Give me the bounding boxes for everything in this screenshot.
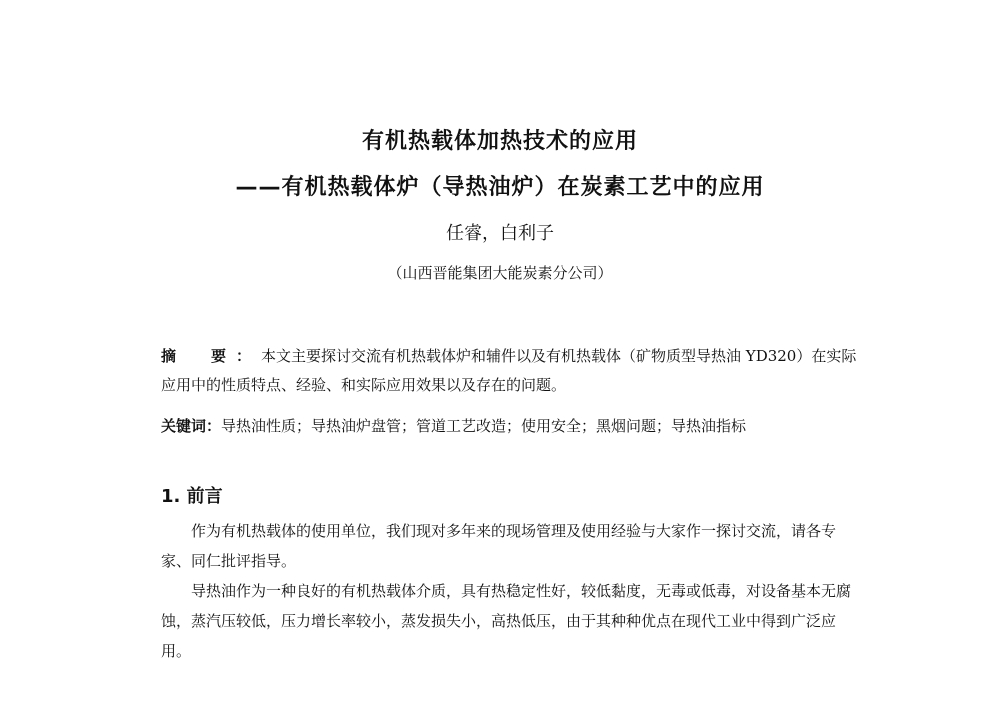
paper-authors: 任睿，白利子 [446, 223, 554, 244]
section-body-introduction [161, 516, 861, 666]
paper-subtitle: ——有机热载体炉（导热油炉）在炭素工艺中的应用 [235, 175, 765, 200]
section-heading-introduction: 1. 前言 [161, 486, 223, 507]
paper-affiliation: （山西晋能集团大能炭素分公司） [387, 264, 613, 282]
abstract-label: 摘 要： [161, 347, 262, 365]
abstract-text: 本文主要探讨交流有机热载体炉和辅件以及有机热载体（矿物质型导热油 YD320）在实际应用中的性质特点、经验、和实际应用效果以及存在的问题。 [161, 347, 857, 394]
keywords-text: 导热油性质；导热油炉盘管；管道工艺改造；使用安全；黑烟问题；导热油指标 [221, 417, 747, 435]
paper-title: 有机热载体加热技术的应用 [361, 129, 638, 154]
keywords-label: 关键词： [161, 417, 222, 435]
keywords [161, 414, 861, 438]
abstract [161, 342, 861, 400]
body-paragraph: 作为有机热载体的使用单位，我们现对多年来的现场管理及使用经验与大家作一探讨交流，请各专家、同仁批评指导。 [161, 522, 837, 570]
body-paragraph: 导热油作为一种良好的有机热载体介质，具有热稳定性好，较低黏度，无毒或低毒，对设备基本无腐蚀，蒸汽压较低，压力增长率较小，蒸发损失小，高热低压，由于其种种优点在现代工业中得到广泛应用。 [161, 582, 852, 660]
